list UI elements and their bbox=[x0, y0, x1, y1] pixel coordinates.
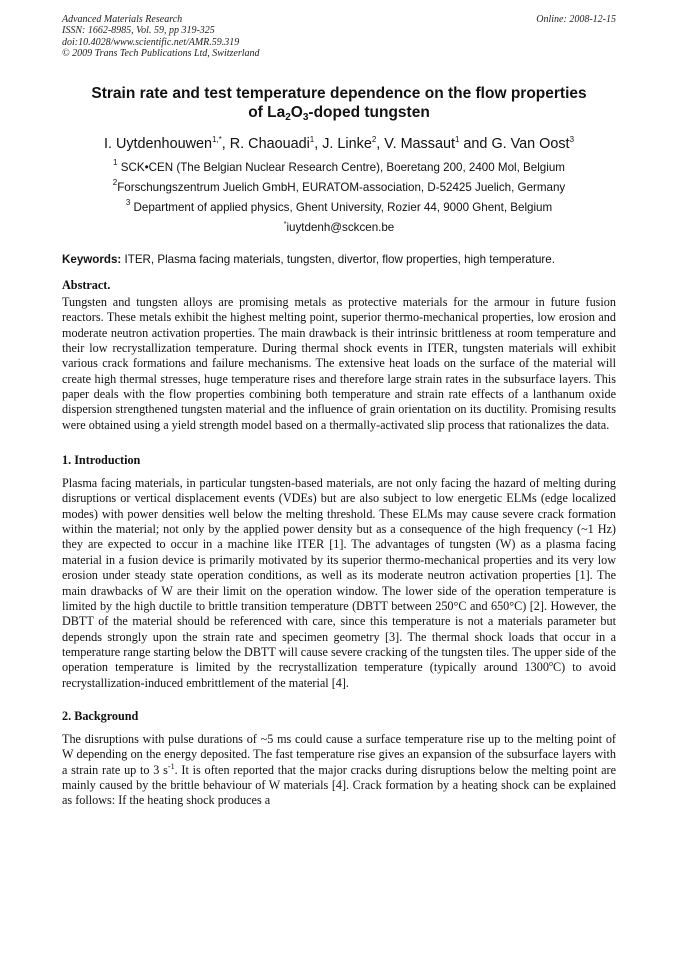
affiliation-mark: 3 bbox=[125, 198, 131, 207]
title-part: -doped tungsten bbox=[308, 104, 430, 121]
affiliation-text: SCK•CEN (The Belgian Nuclear Research Centre), Boeretang 200, 2400 Mol, Belgium bbox=[120, 161, 565, 174]
keywords bbox=[62, 253, 616, 266]
author-affil-mark: 2 bbox=[371, 135, 377, 144]
title-part: O bbox=[290, 104, 303, 121]
affiliation-1 bbox=[62, 160, 616, 175]
author-affil-mark: 3 bbox=[569, 135, 575, 144]
doi-line: doi:10.4028/www.scientific.net/AMR.59.319 bbox=[62, 36, 240, 48]
author-affil-mark: 1 bbox=[454, 135, 460, 144]
affiliation-mark: 2 bbox=[112, 178, 118, 187]
author bbox=[491, 136, 574, 152]
unit-superscript: -1 bbox=[167, 761, 175, 771]
author-name: G. Van Oost bbox=[491, 136, 570, 152]
background-heading: 2. Background bbox=[62, 708, 139, 723]
author bbox=[384, 136, 491, 152]
affiliation-text: Forschungszentrum Juelich GmbH, EURATOM-association, D-52425 Juelich, Germany bbox=[117, 181, 566, 194]
email-text: iuytdenh@sckcen.be bbox=[286, 221, 395, 234]
keywords-text: ITER, Plasma facing materials, tungsten, divertor, flow properties, high temperature. bbox=[124, 253, 555, 266]
intro-text-part: C) to avoid recrystallization-induced embrittlement of the material [4]. bbox=[62, 660, 616, 690]
author-list bbox=[62, 135, 616, 153]
author-name: R. Chaouadi bbox=[229, 136, 310, 152]
abstract-text: Tungsten and tungsten alloys are promising metals as protective materials for the armour in future fusion reactors. These metals exhibit the highest melting point, superior thermo-mechanical properties, low erosion and moderate neutron activation properties. The main drawback is their intrinsic brittleness at room temperature and their low recrystallization temperature. During thermal shock events in ITER, tungsten materials will exhibit various crack formations and failure mechanisms. The extensive heat loads on the surface of the material will create high thermal stresses, huge temperature rises and therefore large strain rates in the subsurface layers. This paper deals with the flow properties combining both temperature and strain rate effects of a lanthanum oxide dispersion strengthened tungsten material and the influence of grain orientation on its ductility. Promising results were obtained using a yield strength model based on a thermally-activated slip process that rationalizes the data. bbox=[62, 295, 616, 432]
introduction-text bbox=[62, 476, 616, 691]
title-line-2 bbox=[62, 103, 616, 122]
author-separator: and bbox=[459, 136, 492, 152]
author-affil-mark: 1 bbox=[309, 135, 315, 144]
author bbox=[104, 136, 230, 152]
affiliation-2 bbox=[62, 180, 616, 195]
abstract-heading: Abstract. bbox=[62, 278, 111, 292]
author-name: J. Linke bbox=[322, 136, 372, 152]
copyright-line: © 2009 Trans Tech Publications Ltd, Switzerland bbox=[62, 47, 260, 59]
author-separator: , bbox=[376, 136, 385, 152]
background-text bbox=[62, 732, 616, 809]
issn-line: ISSN: 1662-8985, Vol. 59, pp 319-325 bbox=[62, 25, 215, 37]
introduction-heading: 1. Introduction bbox=[62, 453, 141, 468]
title-subscript: 3 bbox=[302, 112, 309, 123]
title-line-1: Strain rate and test temperature dependence on the flow properties bbox=[91, 85, 587, 102]
author-separator: , bbox=[314, 136, 323, 152]
author-separator: , bbox=[221, 136, 230, 152]
title-subscript: 2 bbox=[285, 112, 291, 123]
paper-title bbox=[62, 84, 616, 122]
journal-name: Advanced Materials Research bbox=[62, 14, 183, 25]
keywords-label: Keywords: bbox=[62, 253, 122, 266]
background-text-part: . It is often reported that the major cracks during disruptions below the melting point are mainly caused by the brittle behaviour of W materials [4]. Crack formation by a heating shock can be explained as follows: If the heating shock produces a bbox=[62, 762, 616, 808]
online-date: Online: 2008-12-15 bbox=[536, 14, 616, 25]
affiliation-text: Department of applied physics, Ghent University, Rozier 44, 9000 Ghent, Belgium bbox=[133, 201, 553, 214]
author-name: V. Massaut bbox=[384, 136, 455, 152]
journal-header bbox=[62, 14, 616, 60]
title-part: of La bbox=[248, 104, 286, 121]
author bbox=[230, 136, 322, 152]
author-affil-mark: 1,* bbox=[211, 135, 222, 144]
corresponding-email bbox=[62, 221, 616, 234]
intro-text-part: Plasma facing materials, in particular tungsten-based materials, are not only facing the hazard of melting during disruptions or vertical displacement events (VDEs) but are also subject to low energetic ELMs (edge localized modes) with power densities well below the melting threshold. These ELMs may cause severe crack formation within the material; not only by the applied power density but as a consequence of the high frequency (~1 Hz) they are expected to occur in a machine like ITER [1]. The advantages of tungsten (W) as a plasma facing material in a fusion device is primarily motivated by its superior thermo-mechanical properties and its very low erosion under steady state operation conditions, as well as its moderate neutron activation properties [1]. The main drawbacks of W are their limit on the operation window. The lower side of the operation temperature is limited by the high ductile to brittle transition temperature (DBTT between 250°C and 650°C) [2]. However, the DBTT of the material should be referenced with care, since this temperature is not a materials parameter but depends strongly upon the strain rate and specimen geometry [3]. The thermal shock loads that occur in a temperature range starting below the DBTT will cause severe cracking of the tungsten tiles. The upper side of the operation temperature is limited by the recrystallization temperature (typically around 1300 bbox=[62, 476, 616, 675]
affiliation-mark: 1 bbox=[113, 158, 118, 167]
background-text-part: The disruptions with pulse durations of ~5 ms could cause a surface temperature rise up to the melting point of W depending on the energy deposited. The fast temperature rise gives an expansion of the subsurface layers with a strain rate up to 3 s bbox=[62, 731, 616, 777]
author bbox=[322, 136, 384, 152]
degree-superscript: o bbox=[548, 659, 553, 669]
email-mark: * bbox=[283, 221, 287, 228]
author-name: I. Uytdenhouwen bbox=[103, 136, 212, 152]
affiliation-3 bbox=[62, 200, 616, 215]
